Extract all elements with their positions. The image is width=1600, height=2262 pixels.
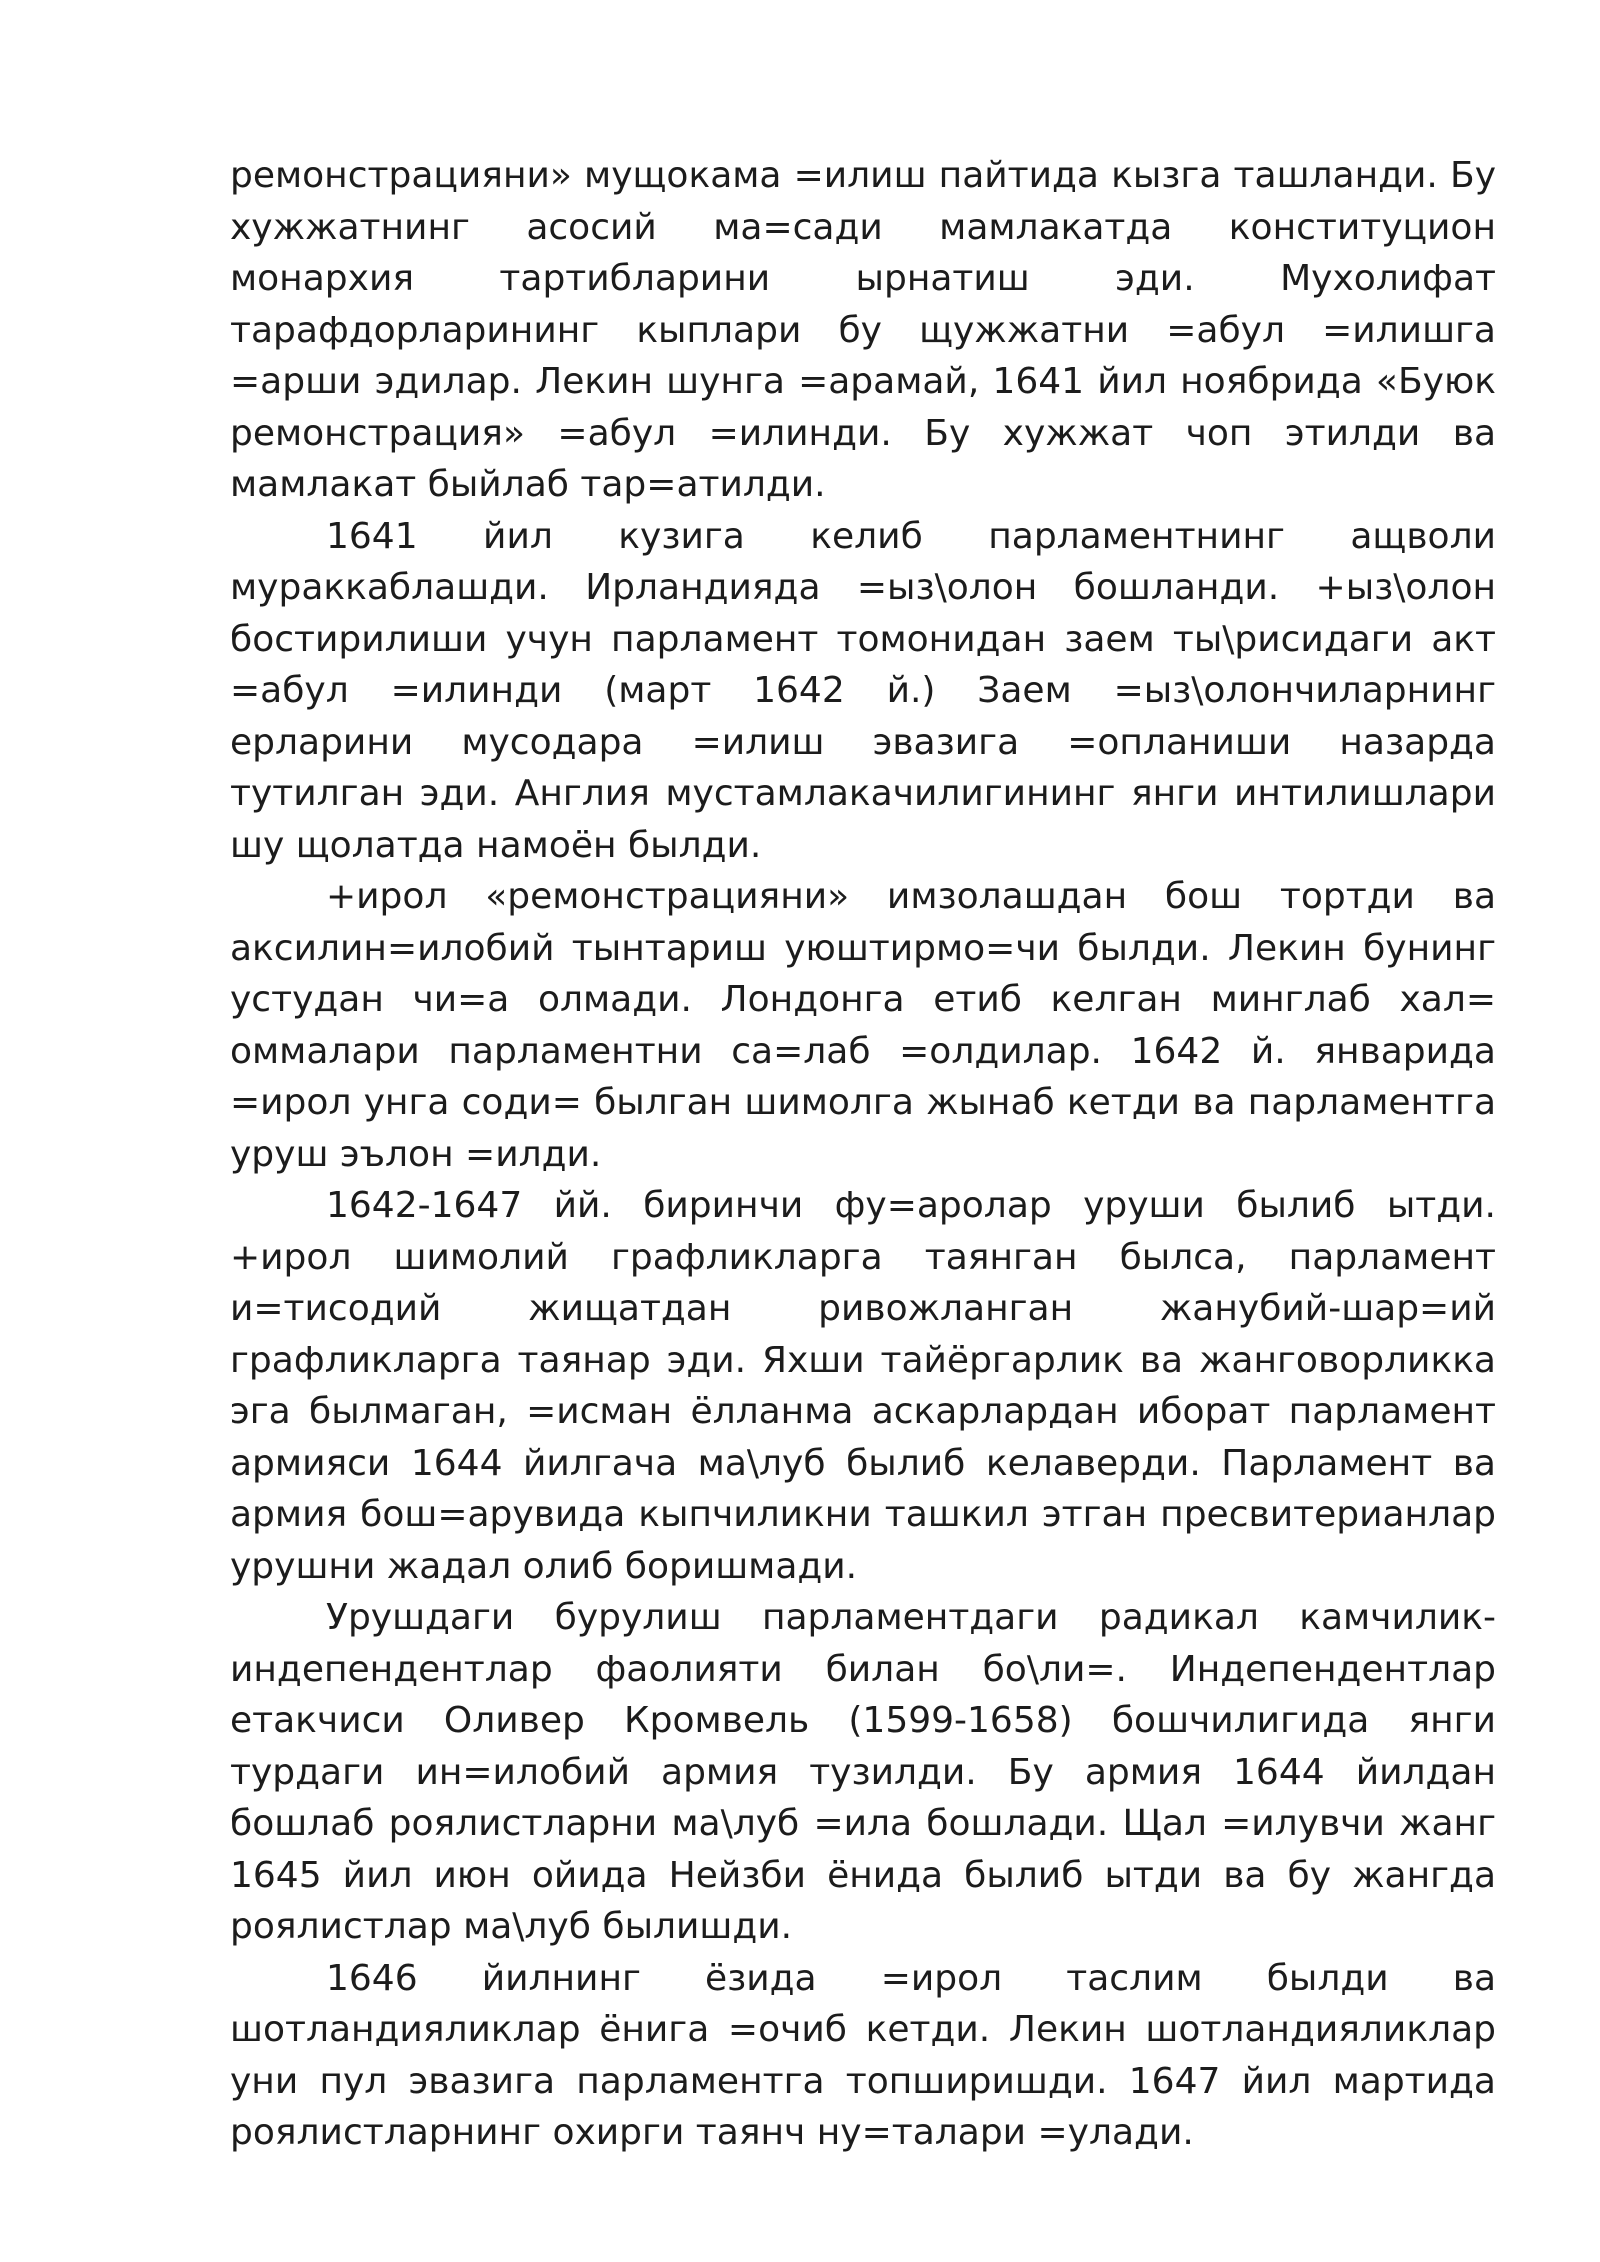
paragraph-first-civil-war: 1642-1647 йй. биринчи фу=аролар уруши былиб ытди. +ирол шимолий графликларга таянган былса, парламент и=тисодий жищатдан ривожланган жанубий-шар=ий графликларга таянар эди. Яхши тайёргарлик ва жанговорликка эга былмаган, =исман ёлланма аскарлардан иборат парламент армияси 1644 йилгача ма\луб былиб келаверди. Парламент ва армия бош=арувида кыпчиликни ташкил этган пресвитерианлар урушни жадал олиб боришмади. (230, 1185, 1496, 1587)
paragraph-king-refuses: +ирол «ремонстрацияни» имзолашдан бош тортди ва аксилин=илобий тынтариш уюштирмо=чи былди. Лекин бунинг устудан чи=а олмади. Лондонга етиб келган минглаб хал= оммалари парламентни са=лаб =олдилар. 1642 й. январида =ирол унга соди= былган шимолга жынаб кетди ва парламентга уруш эълон =илди. (230, 876, 1496, 1175)
paragraph-great-remonstrance: ремонстрацияни» мущокама =илиш пайтида кызга ташланди. Бу хужжатнинг асосий ма=сади мамлакатда конституцион монархия тартибларини ырнатиш эди. Мухолифат тарафдорларининг кыплари бу щужжатни =абул =илишга =арши эдилар. Лекин шунга =арамай, 1641 йил ноябрида «Буюк ремонстрация» =абул =илинди. Бу хужжат чоп этилди ва мамлакат быйлаб тар=атилди. (230, 155, 1496, 505)
paragraph-ireland-uprising: 1641 йил кузига келиб парламентнинг ащволи мураккаблашди. Ирландияда =ыз\олон бошланди. +ыз\олон бостирилиши учун парламент томонидан заем ты\рисидаги акт =абул =илинди (март 1642 й.) Заем =ыз\олончиларнинг ерларини мусодара =илиш эвазига =опланиши назарда тутилган эди. Англия мустамлакачилигининг янги интилишлари шу щолатда намоён былди. (230, 515, 1496, 866)
paragraph-king-surrenders: 1646 йилнинг ёзида =ирол таслим былди ва шотландияликлар ёнига =очиб кетди. Лекин шотландияликлар уни пул эвазига парламентга топширишди. 1647 йил мартида роялистларнинг охирги таянч ну=талари =улади. (230, 1957, 1496, 2153)
document-page (230, 150, 1496, 2159)
paragraph-turning-point: Урушдаги бурулиш парламентдаги радикал камчилик-индепендентлар фаолияти билан бо\ли=. Индепендентлар етакчиси Оливер Кромвель (1599-1658) бошчилигида янги турдаги ин=илобий армия тузилди. Бу армия 1644 йилдан бошлаб роялистларни ма\луб =ила бошлади. Щал =илувчи жанг 1645 йил июн ойида Нейзби ёнида былиб ытди ва бу жангда роялистлар ма\луб былишди. (230, 1597, 1496, 1947)
